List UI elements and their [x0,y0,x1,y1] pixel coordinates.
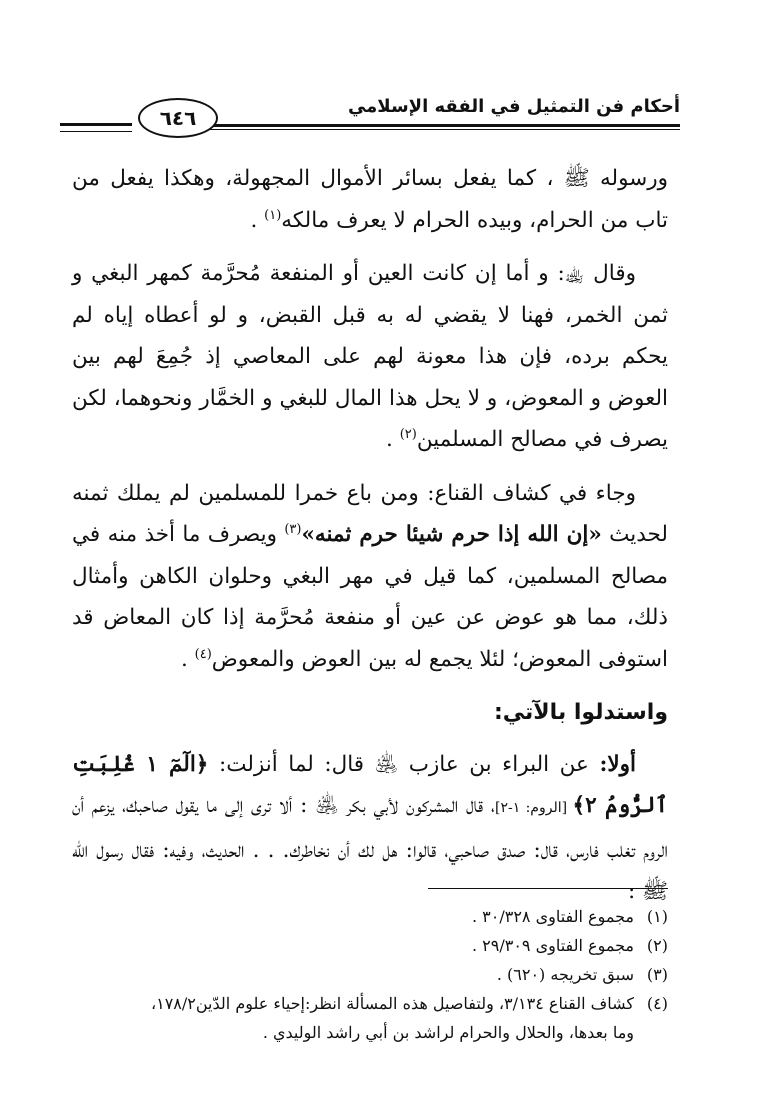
paragraph-3-end: . [180,646,195,672]
footnotes [72,902,668,1047]
footnote-ref-2: (٢) [399,426,417,442]
footnote-ref-4: (٤) [194,646,212,662]
paragraph-2 [72,253,668,461]
paragraph-2-text: وقال ﵀: و أما إن كانت العين أو المنفعة مُحرَّمة كمهر البغي و ثمن الخمر، فهنا لا يقضي له به قبل القبض، و لو أعطاه إياه لم يحكم برده، فإن هذا معونة لهم على المعاصي إذ جُمِعَ لهم بين العوض و المعوض، و لا يحل هذا المال للبغي و الخمَّار ونحوهما، لكن يصرف في مصالح المسلمين [72,261,668,452]
footnote-text: سبق تخريجه (٦٢٠) . [496,965,634,984]
hadith-quote: «إن الله إذا حرم شيئا حرم ثمنه» [301,522,602,547]
footnote-text: مجموع الفتاوى ٢٩/٣٠٩ . [471,936,634,955]
paragraph-2-end: . [386,427,400,452]
page-number: ٦٤٦ [138,98,218,138]
quran-verse: ﴿الٓمٓ ١ غُلِبَتِ ٱلرُّومُ ٢﴾ [72,751,669,818]
footnote-text: كشاف القناع ٣/١٣٤، ولتفاصيل هذه المسألة انظر:إحياء علوم الدّين١٧٨/٢، [150,994,634,1013]
footnote-number: (٢) [646,936,668,955]
paragraph-3-text-b: ويصرف ما أخذ منه في مصالح المسلمين، كما قيل في مهر البغي وحلوان الكاهن وأمثال ذلك، مما هو عوض عن عين أو منفعة مُحرَّمة إذا كان المعاض قد استوفى المعوض؛ لئلا يجمع له بين العوض والمعوض [72,522,668,672]
header-rule [188,124,680,130]
footnote [72,902,668,931]
footnote [72,960,668,989]
paragraph-3 [72,473,668,681]
footnote-separator [428,888,668,889]
footnote [72,931,668,960]
quran-reference: [الروم: ١-٢] [494,800,573,816]
paragraph-1-end: . [250,207,265,233]
main-text [72,158,668,925]
footnote-number: (١) [646,907,668,926]
footnote-text: وما بعدها، والحلال والحرام لراشد بن أبي راشد الوليدي . [262,1023,634,1042]
footnote-text: مجموع الفتاوى ٣٠/٣٢٨ . [471,907,634,926]
header-left-dash [60,123,132,132]
footnote-ref-1: (١) [264,207,282,223]
paragraph-1 [72,158,668,241]
footnote-ref-3: (٣) [284,521,302,537]
paragraph-4-lead: أولا: [599,751,636,777]
section-heading: واستدلوا بالآتي: [493,700,668,725]
page-header [60,88,680,144]
paragraph-3-text-a: وجاء في كشاف القناع: ومن باع خمرا للمسلمين لم يملك ثمنه لحديث [72,480,668,547]
book-title: أحكام فن التمثيل في الفقه الإسلامي [347,96,680,117]
footnote [72,989,668,1018]
footnote-number: (٤) [646,994,668,1013]
footnote-number: (٣) [646,965,668,984]
paragraph-1-text: ورسوله ﷺ ، كما يفعل بسائر الأموال المجهولة، وهكذا يفعل من تاب من الحرام، وبيده الحرام لا يعرف مالكه [72,166,668,233]
paragraph-4-text-b: ، قال المشركون لأبي بكر ﵁ : ألا ترى إلى ما يقول صاحبك، يزعم أن الروم تغلب فارس، قال: صدق صاحبي، قالوا: هل لك أن نخاطرك. . . الحديث، وفيه: فقال رسول الله ﷺ : [72,793,668,904]
paragraph-4-text-a: عن البراء بن عازب ﵁ قال: لما أنزلت: [208,751,600,777]
footnote-continuation [72,1018,668,1047]
